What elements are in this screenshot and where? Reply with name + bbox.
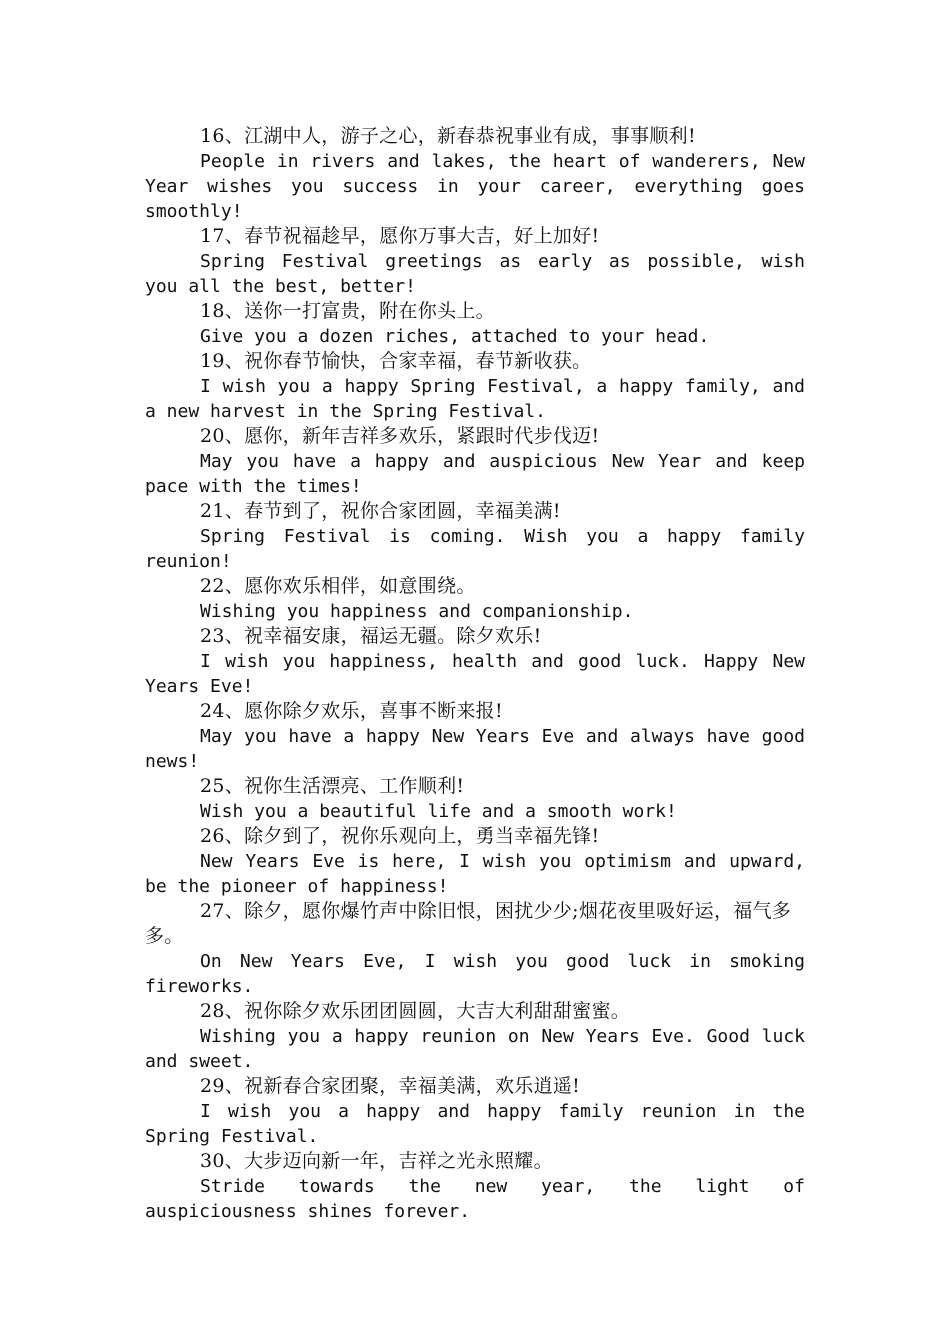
chinese-line: 16、江湖中人，游子之心，新春恭祝事业有成，事事顺利!: [200, 125, 696, 147]
english-translation: Spring Festival is coming. Wish you a happy family reunion!: [145, 526, 805, 572]
english-translation: People in rivers and lakes, the heart of wanderers, New Year wishes you success in your career, everything goes smoothly!: [145, 151, 805, 222]
greeting-27: [145, 899, 805, 999]
greeting-17: [145, 224, 805, 299]
chinese-line: 23、祝幸福安康，福运无疆。除夕欢乐!: [200, 625, 542, 647]
greeting-28: [145, 999, 805, 1074]
english-translation: May you have a happy and auspicious New Year and keep pace with the times!: [145, 451, 805, 497]
english-translation: Wishing you a happy reunion on New Years Eve. Good luck and sweet.: [145, 1026, 805, 1072]
english-translation: I wish you a happy Spring Festival, a happy family, and a new harvest in the Spring Festival.: [145, 376, 805, 422]
greeting-18: [145, 299, 805, 349]
chinese-line: 27、除夕，愿你爆竹声中除旧恨，困扰少少;烟花夜里吸好运，福气多多。: [145, 900, 792, 947]
english-translation: Spring Festival greetings as early as possible, wish you all the best, better!: [145, 251, 805, 297]
greeting-24: [145, 699, 805, 774]
english-translation: Wishing you happiness and companionship.: [200, 601, 634, 622]
greeting-25: [145, 774, 805, 824]
chinese-line: 25、祝你生活漂亮、工作顺利!: [200, 775, 465, 797]
greeting-30: [145, 1149, 805, 1224]
chinese-line: 19、祝你春节愉快，合家幸福，春节新收获。: [200, 350, 592, 372]
greeting-16: [145, 124, 805, 224]
chinese-line: 28、祝你除夕欢乐团团圆圆，大吉大利甜甜蜜蜜。: [200, 1000, 631, 1022]
chinese-line: 22、愿你欢乐相伴，如意围绕。: [200, 575, 476, 597]
greeting-26: [145, 824, 805, 899]
chinese-line: 18、送你一打富贵，附在你头上。: [200, 300, 495, 322]
greeting-29: [145, 1074, 805, 1149]
chinese-line: 29、祝新春合家团聚，幸福美满，欢乐逍遥!: [200, 1075, 581, 1097]
greeting-19: [145, 349, 805, 424]
greeting-22: [145, 574, 805, 624]
english-translation: New Years Eve is here, I wish you optimism and upward, be the pioneer of happiness!: [145, 851, 805, 897]
greeting-23: [145, 624, 805, 699]
chinese-line: 17、春节祝福趁早，愿你万事大吉，好上加好!: [200, 225, 600, 247]
greeting-21: [145, 499, 805, 574]
document-page: [145, 124, 805, 1224]
english-translation: Give you a dozen riches, attached to your head.: [200, 326, 710, 347]
english-translation: I wish you happiness, health and good luck. Happy New Years Eve!: [145, 651, 805, 697]
chinese-line: 21、春节到了，祝你合家团圆，幸福美满!: [200, 500, 561, 522]
chinese-line: 30、大步迈向新一年，吉祥之光永照耀。: [200, 1150, 553, 1172]
greeting-20: [145, 424, 805, 499]
chinese-line: 20、愿你，新年吉祥多欢乐，紧跟时代步伐迈!: [200, 425, 600, 447]
english-translation: Stride towards the new year, the light of auspiciousness shines forever.: [145, 1176, 805, 1222]
english-translation: I wish you a happy and happy family reunion in the Spring Festival.: [145, 1101, 805, 1147]
english-translation: On New Years Eve, I wish you good luck in smoking fireworks.: [145, 951, 805, 997]
chinese-line: 24、愿你除夕欢乐，喜事不断来报!: [200, 700, 503, 722]
english-translation: Wish you a beautiful life and a smooth work!: [200, 801, 677, 822]
english-translation: May you have a happy New Years Eve and always have good news!: [145, 726, 805, 772]
chinese-line: 26、除夕到了，祝你乐观向上，勇当幸福先锋!: [200, 825, 600, 847]
